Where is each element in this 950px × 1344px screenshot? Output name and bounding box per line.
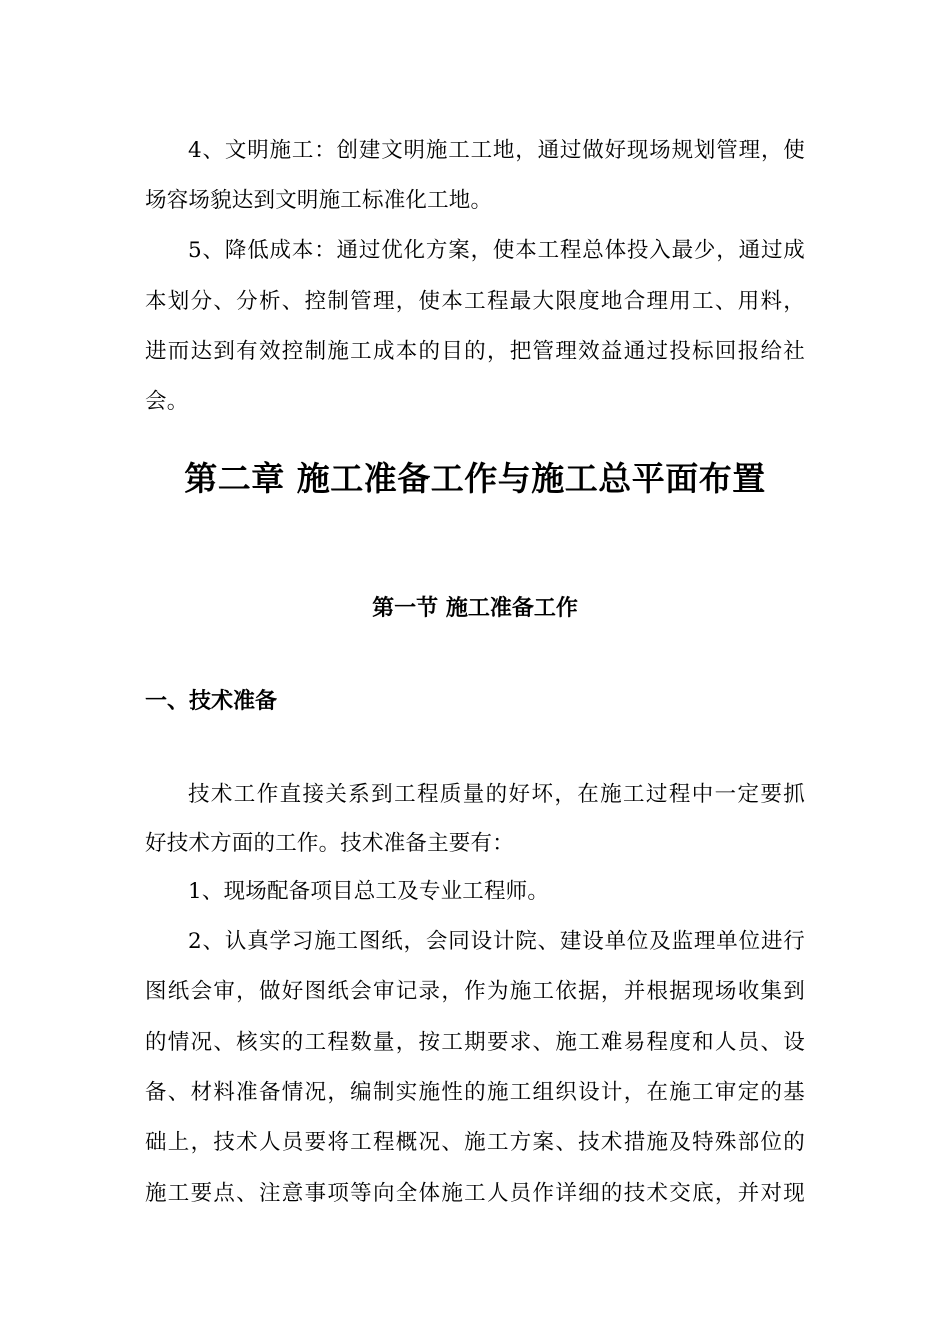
item-2-line-5: 础上，技术人员要将工程概况、施工方案、技术措施及特殊部位的 (145, 1130, 805, 1155)
paragraph-4-line-1: 4、文明施工：创建文明施工工地，通过做好现场规划管理，使 (188, 138, 805, 163)
item-1: 1、现场配备项目总工及专业工程师。 (188, 879, 550, 904)
item-2-line-3: 的情况、核实的工程数量，按工期要求、施工难易程度和人员、设 (145, 1030, 805, 1055)
paragraph-5-line-1: 5、降低成本：通过优化方案，使本工程总体投入最少，通过成 (188, 238, 805, 263)
paragraph-5-line-3: 进而达到有效控制施工成本的目的，把管理效益通过投标回报给社 (145, 339, 805, 364)
item-2-line-2: 图纸会审，做好图纸会审记录，作为施工依据，并根据现场收集到 (145, 979, 805, 1004)
paragraph-4-line-2: 场容场貌达到文明施工标准化工地。 (145, 188, 493, 213)
item-2-line-1: 2、认真学习施工图纸，会同设计院、建设单位及监理单位进行 (188, 929, 805, 954)
chapter-title: 第二章 施工准备工作与施工总平面布置 (184, 459, 766, 498)
intro-line-2: 好技术方面的工作。技术准备主要有： (145, 831, 514, 856)
section-title: 第一节 施工准备工作 (372, 596, 578, 621)
subsection-title: 一、技术准备 (145, 689, 278, 714)
intro-line-1: 技术工作直接关系到工程质量的好坏，在施工过程中一定要抓 (188, 782, 805, 807)
paragraph-5-line-4: 会。 (145, 389, 189, 414)
item-2-line-6: 施工要点、注意事项等向全体施工人员作详细的技术交底，并对现 (145, 1181, 805, 1206)
paragraph-5-line-2: 本划分、分析、控制管理，使本工程最大限度地合理用工、用料， (145, 289, 805, 314)
item-2-line-4: 备、材料准备情况，编制实施性的施工组织设计，在施工审定的基 (145, 1080, 805, 1105)
